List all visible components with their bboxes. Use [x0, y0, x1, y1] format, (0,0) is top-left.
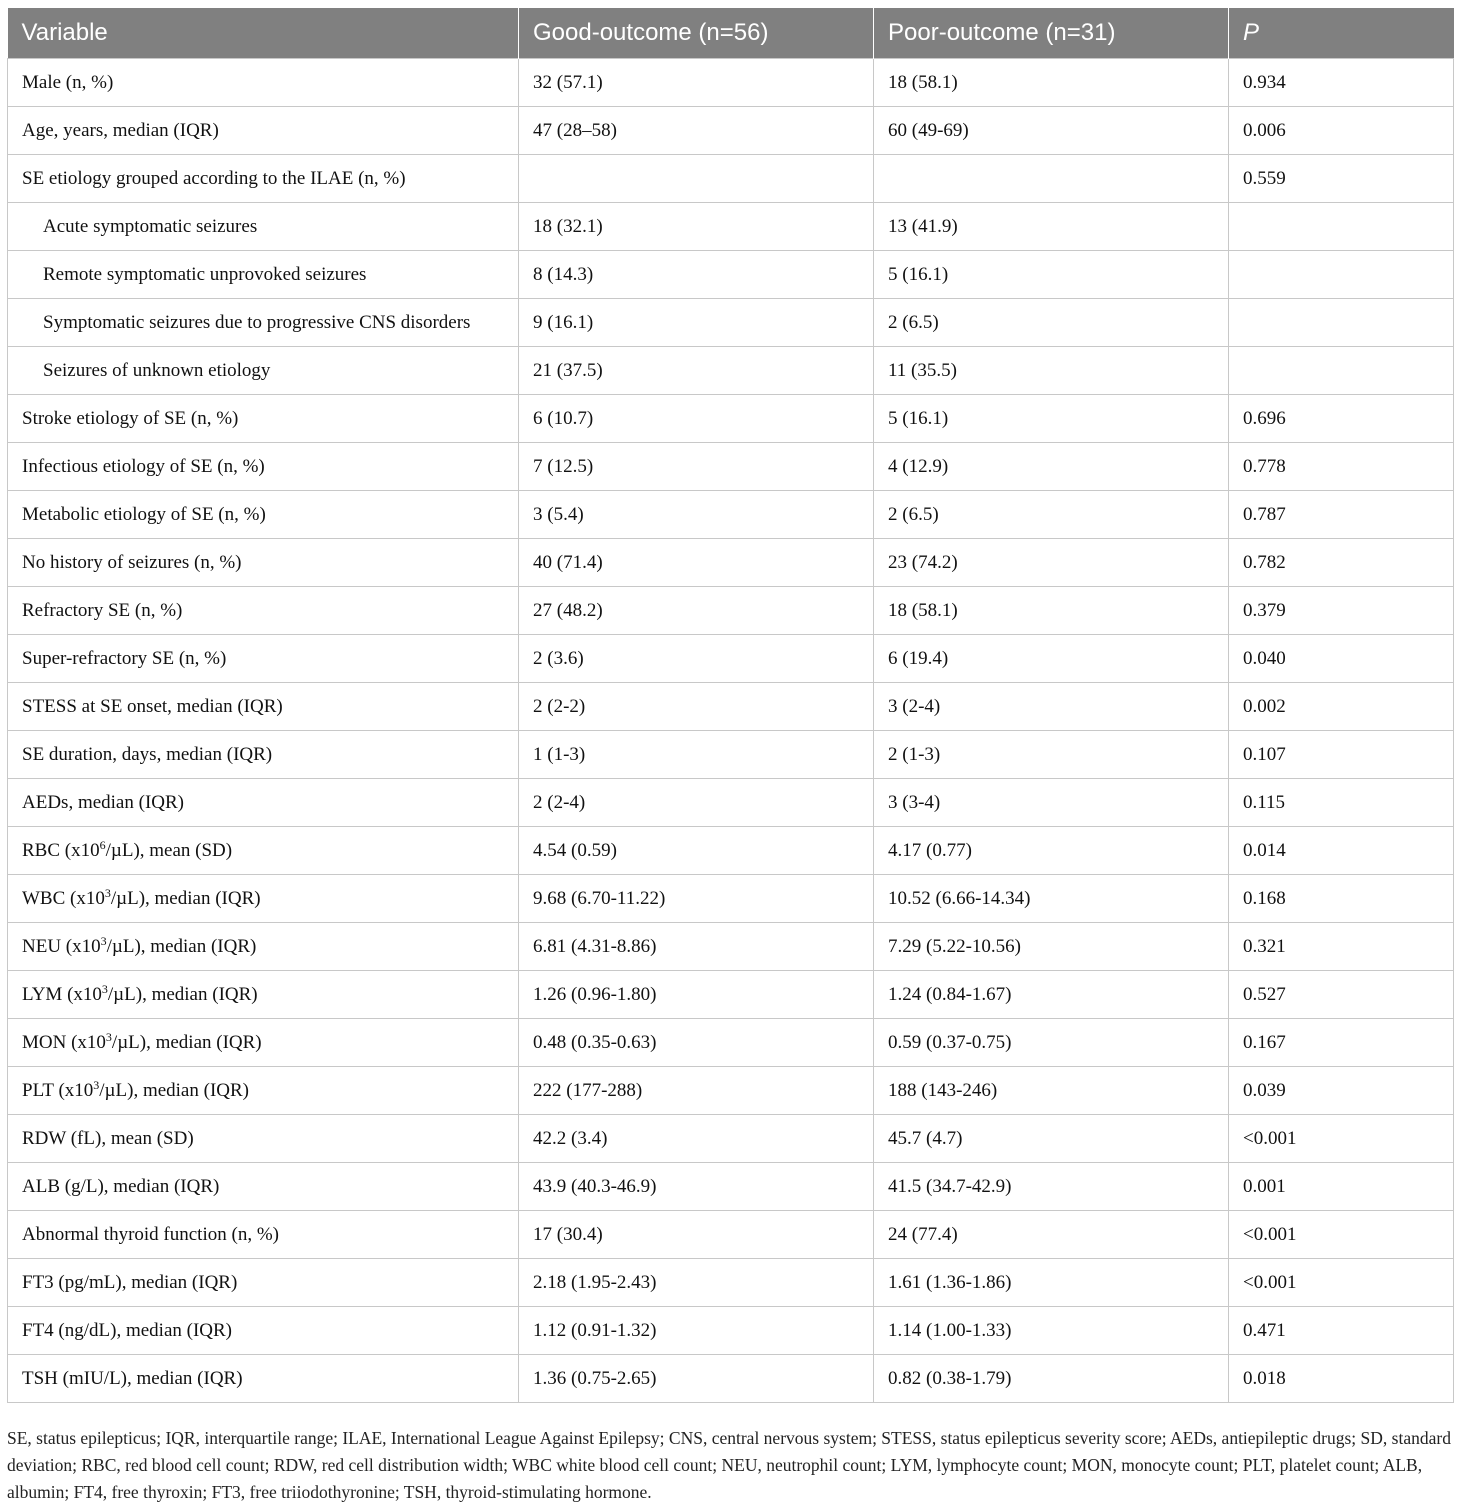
cell-p: 0.167: [1229, 1019, 1454, 1067]
var-pre: WBC (x10: [22, 887, 105, 909]
cell-poor: 18 (58.1): [874, 587, 1229, 635]
table-row: [8, 1211, 1454, 1259]
cell-good: [519, 155, 874, 203]
cell-good: 2 (3.6): [519, 635, 874, 683]
table-row: [8, 59, 1454, 107]
cell-good: 47 (28–58): [519, 107, 874, 155]
cell-p: 0.002: [1229, 683, 1454, 731]
cell-variable: [8, 827, 519, 875]
cell-p: [1229, 347, 1454, 395]
cell-good: 17 (30.4): [519, 1211, 874, 1259]
cell-poor: 24 (77.4): [874, 1211, 1229, 1259]
cell-variable: TSH (mIU/L), median (IQR): [8, 1355, 519, 1403]
table-row: [8, 923, 1454, 971]
cell-variable: FT3 (pg/mL), median (IQR): [8, 1259, 519, 1307]
cell-variable: FT4 (ng/dL), median (IQR): [8, 1307, 519, 1355]
table-row: [8, 203, 1454, 251]
var-pre: NEU (x10: [22, 935, 101, 957]
header-p-value: P: [1229, 8, 1454, 59]
cell-good: 2 (2-4): [519, 779, 874, 827]
cell-variable: STESS at SE onset, median (IQR): [8, 683, 519, 731]
var-post: /µL), median (IQR): [106, 935, 257, 957]
cell-variable: Acute symptomatic seizures: [8, 203, 519, 251]
var-post: /µL), mean (SD): [105, 839, 233, 861]
cell-poor: 4.17 (0.77): [874, 827, 1229, 875]
cell-poor: 2 (6.5): [874, 299, 1229, 347]
cell-p: [1229, 299, 1454, 347]
var-post: /µL), median (IQR): [99, 1079, 249, 1101]
cell-variable: Stroke etiology of SE (n, %): [8, 395, 519, 443]
cell-poor: 3 (3-4): [874, 779, 1229, 827]
var-sup: 3: [101, 981, 108, 996]
cell-good: 1.36 (0.75-2.65): [519, 1355, 874, 1403]
cell-good: 43.9 (40.3-46.9): [519, 1163, 874, 1211]
cell-poor: 5 (16.1): [874, 251, 1229, 299]
cell-good: 32 (57.1): [519, 59, 874, 107]
table-row: [8, 1067, 1454, 1115]
cell-p: [1229, 203, 1454, 251]
cell-p: 0.559: [1229, 155, 1454, 203]
cell-good: 42.2 (3.4): [519, 1115, 874, 1163]
cell-poor: 2 (6.5): [874, 491, 1229, 539]
table-row: [8, 827, 1454, 875]
cell-poor: [874, 155, 1229, 203]
var-post: /µL), median (IQR): [111, 1031, 262, 1053]
table-row: [8, 107, 1454, 155]
table-row: [8, 1163, 1454, 1211]
cell-good: 3 (5.4): [519, 491, 874, 539]
table-row: [8, 683, 1454, 731]
cell-p: <0.001: [1229, 1259, 1454, 1307]
cell-variable: Male (n, %): [8, 59, 519, 107]
cell-poor: 3 (2-4): [874, 683, 1229, 731]
cell-p: 0.527: [1229, 971, 1454, 1019]
cell-good: 1.12 (0.91-1.32): [519, 1307, 874, 1355]
cell-variable: Abnormal thyroid function (n, %): [8, 1211, 519, 1259]
cell-p: 0.934: [1229, 59, 1454, 107]
cell-poor: 13 (41.9): [874, 203, 1229, 251]
table-row: [8, 587, 1454, 635]
var-sup: 3: [93, 1077, 100, 1092]
cell-poor: 4 (12.9): [874, 443, 1229, 491]
cell-poor: 7.29 (5.22-10.56): [874, 923, 1229, 971]
var-post: /µL), median (IQR): [110, 887, 261, 909]
cell-p: 0.018: [1229, 1355, 1454, 1403]
cell-p: 0.321: [1229, 923, 1454, 971]
table-row: [8, 395, 1454, 443]
cell-variable: Symptomatic seizures due to progressive CNS disorders: [8, 299, 519, 347]
cell-poor: 5 (16.1): [874, 395, 1229, 443]
cell-good: 18 (32.1): [519, 203, 874, 251]
cell-variable: [8, 971, 519, 1019]
cell-variable: Remote symptomatic unprovoked seizures: [8, 251, 519, 299]
cell-p: 0.696: [1229, 395, 1454, 443]
cell-variable: AEDs, median (IQR): [8, 779, 519, 827]
cell-p: <0.001: [1229, 1211, 1454, 1259]
table-row: [8, 875, 1454, 923]
cell-variable: Age, years, median (IQR): [8, 107, 519, 155]
cell-good: 7 (12.5): [519, 443, 874, 491]
table-row: [8, 635, 1454, 683]
cell-good: 27 (48.2): [519, 587, 874, 635]
outcome-comparison-table: [7, 8, 1454, 1403]
table-row: [8, 491, 1454, 539]
cell-poor: 45.7 (4.7): [874, 1115, 1229, 1163]
cell-good: 222 (177-288): [519, 1067, 874, 1115]
cell-p: 0.039: [1229, 1067, 1454, 1115]
cell-good: 2 (2-2): [519, 683, 874, 731]
var-sup: 3: [105, 1029, 112, 1044]
var-pre: PLT (x10: [22, 1079, 94, 1101]
cell-p: 0.107: [1229, 731, 1454, 779]
cell-variable: ALB (g/L), median (IQR): [8, 1163, 519, 1211]
cell-p: 0.787: [1229, 491, 1454, 539]
cell-poor: 1.24 (0.84-1.67): [874, 971, 1229, 1019]
var-post: /µL), median (IQR): [107, 983, 258, 1005]
header-good-outcome: Good-outcome (n=56): [519, 8, 874, 59]
cell-good: 21 (37.5): [519, 347, 874, 395]
cell-variable: [8, 1019, 519, 1067]
cell-poor: 11 (35.5): [874, 347, 1229, 395]
cell-p: [1229, 251, 1454, 299]
cell-poor: 6 (19.4): [874, 635, 1229, 683]
table-row: [8, 779, 1454, 827]
table-row: [8, 1115, 1454, 1163]
cell-good: 0.48 (0.35-0.63): [519, 1019, 874, 1067]
cell-good: 1 (1-3): [519, 731, 874, 779]
table-row: [8, 1019, 1454, 1067]
var-pre: LYM (x10: [22, 983, 102, 1005]
cell-variable: Metabolic etiology of SE (n, %): [8, 491, 519, 539]
cell-variable: Refractory SE (n, %): [8, 587, 519, 635]
header-variable: Variable: [8, 8, 519, 59]
cell-poor: 188 (143-246): [874, 1067, 1229, 1115]
cell-variable: Super-refractory SE (n, %): [8, 635, 519, 683]
cell-good: 8 (14.3): [519, 251, 874, 299]
cell-p: 0.115: [1229, 779, 1454, 827]
cell-good: 6 (10.7): [519, 395, 874, 443]
header-poor-outcome: Poor-outcome (n=31): [874, 8, 1229, 59]
table-row: [8, 1307, 1454, 1355]
cell-p: 0.001: [1229, 1163, 1454, 1211]
cell-poor: 0.59 (0.37-0.75): [874, 1019, 1229, 1067]
cell-variable: Seizures of unknown etiology: [8, 347, 519, 395]
table-row: [8, 1259, 1454, 1307]
cell-good: 4.54 (0.59): [519, 827, 874, 875]
table-row: [8, 731, 1454, 779]
cell-p: 0.471: [1229, 1307, 1454, 1355]
cell-poor: 41.5 (34.7-42.9): [874, 1163, 1229, 1211]
cell-p: 0.782: [1229, 539, 1454, 587]
cell-variable: Infectious etiology of SE (n, %): [8, 443, 519, 491]
cell-good: 1.26 (0.96-1.80): [519, 971, 874, 1019]
cell-p: 0.006: [1229, 107, 1454, 155]
cell-p: <0.001: [1229, 1115, 1454, 1163]
table-row: [8, 539, 1454, 587]
var-sup: 6: [99, 837, 106, 852]
cell-good: 9.68 (6.70-11.22): [519, 875, 874, 923]
cell-good: 2.18 (1.95-2.43): [519, 1259, 874, 1307]
cell-variable: RDW (fL), mean (SD): [8, 1115, 519, 1163]
cell-p: 0.014: [1229, 827, 1454, 875]
cell-good: 40 (71.4): [519, 539, 874, 587]
cell-poor: 2 (1-3): [874, 731, 1229, 779]
var-sup: 3: [104, 885, 111, 900]
table-row: [8, 1355, 1454, 1403]
cell-poor: 23 (74.2): [874, 539, 1229, 587]
table-row: [8, 443, 1454, 491]
cell-poor: 1.14 (1.00-1.33): [874, 1307, 1229, 1355]
cell-variable: [8, 1067, 519, 1115]
table-row: [8, 251, 1454, 299]
cell-variable: No history of seizures (n, %): [8, 539, 519, 587]
var-sup: 3: [100, 933, 107, 948]
cell-poor: 60 (49-69): [874, 107, 1229, 155]
cell-p: 0.040: [1229, 635, 1454, 683]
cell-p: 0.778: [1229, 443, 1454, 491]
var-pre: RBC (x10: [22, 839, 100, 861]
cell-variable: [8, 923, 519, 971]
table-footnote: SE, status epilepticus; IQR, interquartile range; ILAE, International League Against Epilepsy; CNS, central nervous system; STESS, status epilepticus severity score; AEDs, antiepileptic drugs; SD, standard deviation; RBC, red blood cell count; RDW, red cell distribution width; WBC white blood cell count; NEU, neutrophil count; LYM, lymphocyte count; MON, monocyte count; PLT, platelet count; ALB, albumin; FT4, free thyroxin; FT3, free triiodothyronine; TSH, thyroid-stimulating hormone.: [7, 1428, 1451, 1502]
cell-good: 6.81 (4.31-8.86): [519, 923, 874, 971]
table-row: [8, 971, 1454, 1019]
table-row: [8, 347, 1454, 395]
cell-variable: [8, 875, 519, 923]
cell-variable: SE duration, days, median (IQR): [8, 731, 519, 779]
table-container: [7, 8, 1453, 1403]
var-pre: MON (x10: [22, 1031, 106, 1053]
table-row: [8, 155, 1454, 203]
cell-good: 9 (16.1): [519, 299, 874, 347]
cell-poor: 18 (58.1): [874, 59, 1229, 107]
cell-variable: SE etiology grouped according to the ILAE (n, %): [8, 155, 519, 203]
cell-poor: 10.52 (6.66-14.34): [874, 875, 1229, 923]
table-row: [8, 299, 1454, 347]
table-header-row: [8, 8, 1454, 59]
cell-p: 0.379: [1229, 587, 1454, 635]
cell-p: 0.168: [1229, 875, 1454, 923]
cell-poor: 0.82 (0.38-1.79): [874, 1355, 1229, 1403]
cell-poor: 1.61 (1.36-1.86): [874, 1259, 1229, 1307]
